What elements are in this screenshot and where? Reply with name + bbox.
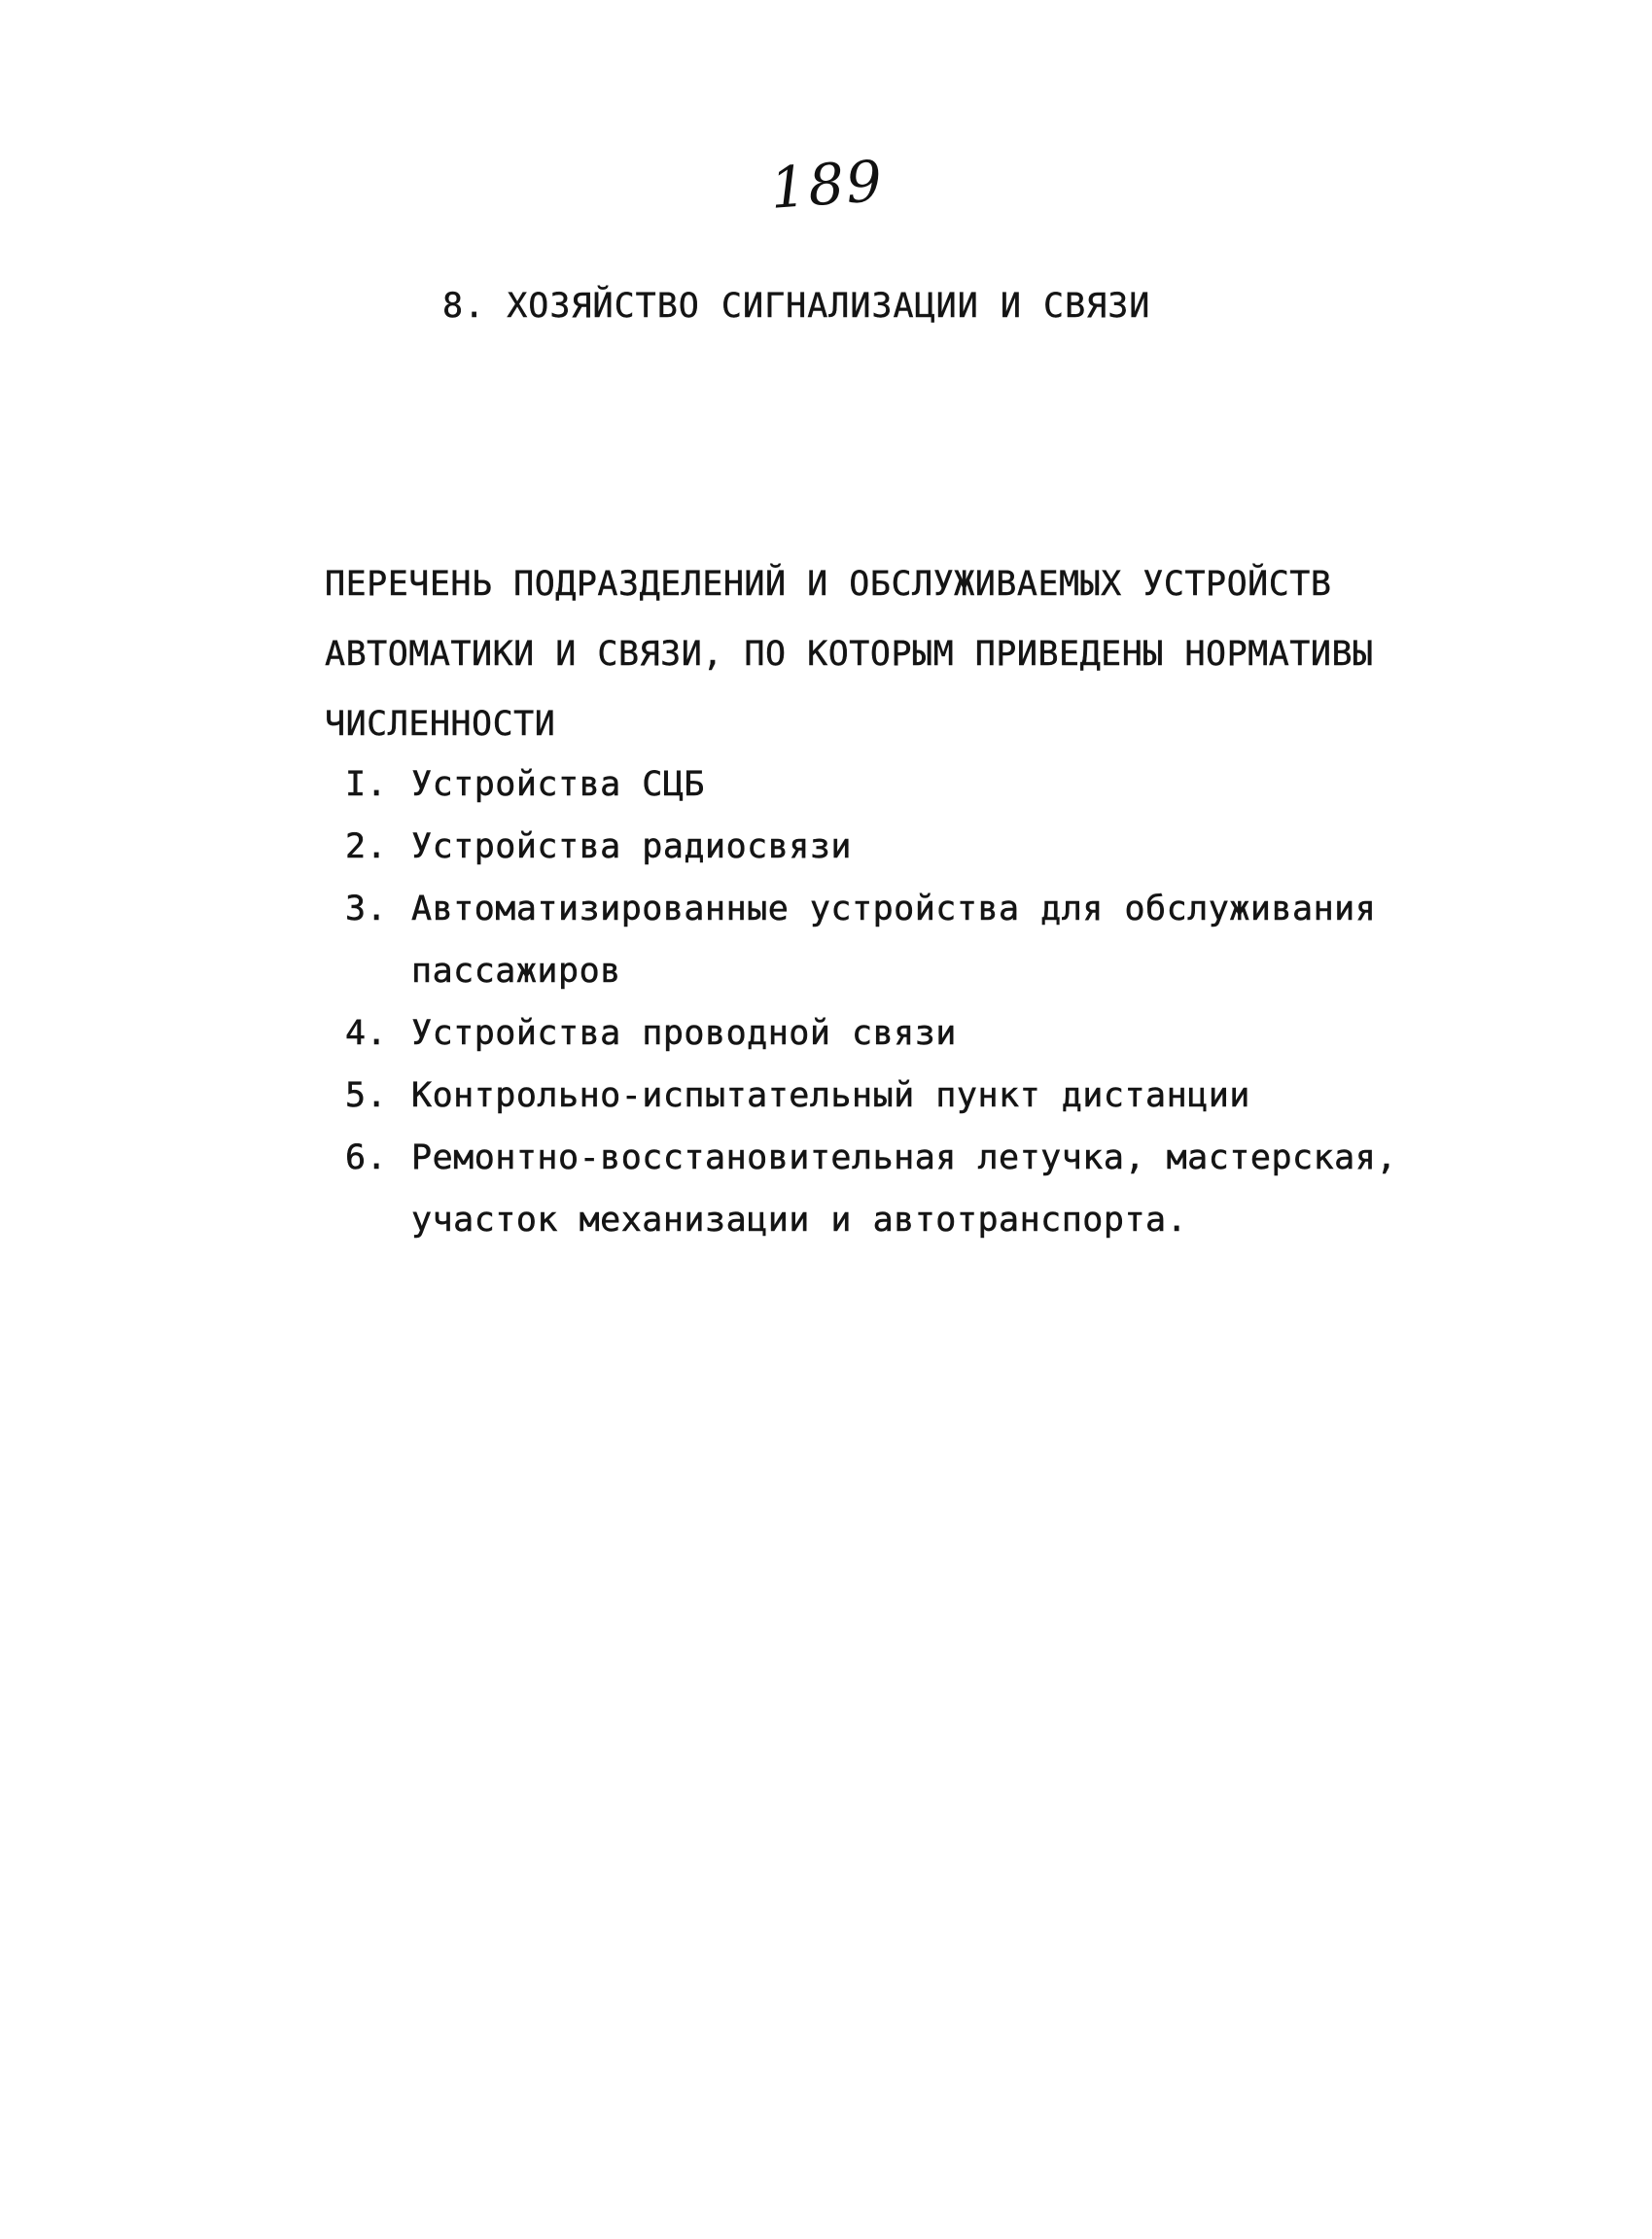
item-text-continuation: участок механизации и автотранспорта. [411, 1201, 1188, 1240]
item-text: Устройства СЦБ [411, 765, 706, 804]
list-item-5 [345, 1065, 1463, 1127]
list-heading-line: ЧИСЛЕННОСТИ [325, 705, 556, 744]
list-heading-line: АВТОМАТИКИ И СВЯЗИ, ПО КОТОРЫМ ПРИВЕДЕНЫ НОРМАТИВЫ [325, 635, 1374, 674]
list-heading [325, 549, 1443, 759]
item-text: Контрольно-испытательный пункт дистанции [411, 1076, 1250, 1115]
page-number: 189 [768, 147, 887, 222]
list-item-3 [345, 878, 1463, 1002]
section-title: 8. ХОЗЯЙСТВО СИГНАЛИЗАЦИИ И СВЯЗИ [442, 287, 1151, 326]
list-item-2 [345, 816, 1463, 878]
list-item-6 [345, 1127, 1463, 1251]
list-heading-line: ПЕРЕЧЕНЬ ПОДРАЗДЕЛЕНИЙ И ОБСЛУЖИВАЕМЫХ УСТРОЙСТВ [325, 565, 1332, 604]
item-number: 3. [345, 890, 388, 928]
item-number: 4. [345, 1014, 388, 1053]
device-list [345, 753, 1463, 1251]
item-text: Устройства радиосвязи [411, 827, 853, 866]
item-text: Ремонтно-восстановительная летучка, мастерская, [411, 1138, 1397, 1177]
item-number: 2. [345, 827, 388, 866]
item-number: I. [345, 765, 388, 804]
item-text-continuation: пассажиров [411, 952, 621, 991]
item-text: Устройства проводной связи [411, 1014, 957, 1053]
item-number: 6. [345, 1138, 388, 1177]
item-text: Автоматизированные устройства для обслуживания [411, 890, 1377, 928]
list-item-1 [345, 753, 1463, 816]
item-number: 5. [345, 1076, 388, 1115]
list-item-4 [345, 1002, 1463, 1065]
